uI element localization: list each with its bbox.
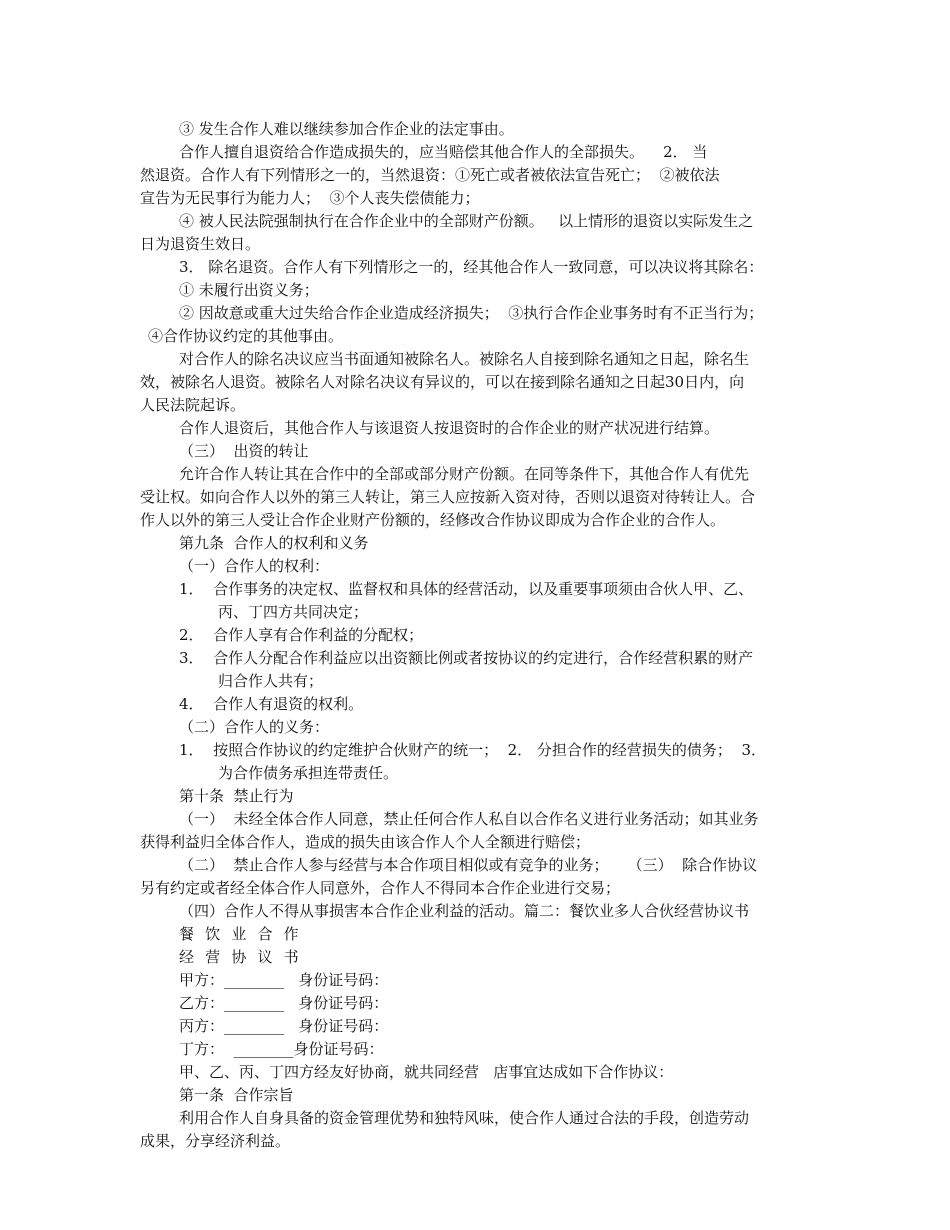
text-line: 合作人退资后，其他合作人与该退资人按退资时的合作企业的财产状况进行结算。 [179,419,720,437]
text-line: 丁方： ________身份证号码： [179,1040,384,1058]
text-line: （三） 出资的转让 [179,442,309,460]
text-line: 乙方：________ 身份证号码： [179,994,389,1012]
text-line: ④合作协议约定的其他事由。 [148,327,344,345]
text-line: 然退资。合作人有下列情形之一的，当然退资：①死亡或者被依法宣告死亡； ②被依法 [140,166,720,184]
text-line: 丙、丁四方共同决定； [218,603,369,621]
text-line: ③ 发生合作人难以继续参加合作企业的法定事由。 [179,120,514,138]
text-line: 另有约定或者经全体合作人同意外，合作人不得同本合作企业进行交易； [140,879,621,897]
text-line: （二） 禁止合作人参与经营与本合作项目相似或有竞争的业务； （三） 除合作协议 [179,856,758,874]
text-line: 经 营 协 议 书 [179,948,302,966]
text-line: 3． 除名退资。合作人有下列情形之一的，经其他合作人一致同意，可以决议将其除名： [179,258,764,276]
text-line: 4． 合作人有退资的权利。 [179,695,364,713]
text-line: 2． 合作人享有合作利益的分配权； [179,626,424,644]
text-line: 效，被除名人退资。被除名人对除名决议有异议的，可以在接到除名通知之日起30日内，向 [140,373,745,391]
text-line: 允许合作人转让其在合作中的全部或部分财产份额。在同等条件下，其他合作人有优先 [179,465,750,483]
text-line: 利用合作人自身具备的资金管理优势和独特风味，使合作人通过合法的手段，创造劳动 [179,1109,750,1127]
text-line: 第十条 禁止行为 [179,787,294,805]
text-line: ② 因故意或重大过失给合作企业造成经济损失； ③执行合作企业事务时有不正当行为； [179,304,764,322]
text-line: 3． 合作人分配合作利益应以出资额比例或者按协议的约定进行，合作经营积累的财产 [179,649,754,667]
text-line: 宣告为无民事行为能力人； ③个人丧失偿债能力； [140,189,480,207]
text-line: 甲方：________ 身份证号码： [179,971,389,989]
text-line: 人民法院起诉。 [140,396,246,414]
text-line: 日为退资生效日。 [140,235,261,253]
text-line: 获得利益归全体合作人，造成的损失由该合作人个人全额进行赔偿； [140,833,591,851]
text-line: ① 未履行出资义务； [179,281,319,299]
text-line: 第九条 合作人的权利和义务 [179,534,369,552]
text-line: （一） 未经全体合作人同意，禁止任何合作人私自以合作名义进行业务活动；如其业务 [179,810,759,828]
text-line: 第一条 合作宗旨 [179,1086,294,1104]
text-line: 对合作人的除名决议应当书面通知被除名人。被除名人自接到除名通知之日起，除名生 [179,350,750,368]
text-line: 受让权。如向合作人以外的第三人转让，第三人应按新入资对待，否则以退资对待转让人。合 [140,488,756,506]
text-line: 为合作债务承担连带责任。 [218,764,399,782]
text-line: 1． 合作事务的决定权、监督权和具体的经营活动，以及重要事项须由合伙人甲、乙、 [179,580,754,598]
text-line: 成果，分享经济利益。 [140,1132,291,1150]
text-line: 1． 按照合作协议的约定维护合伙财产的统一； 2． 分担合作的经营损失的债务； 3． [179,741,767,759]
text-line: 丙方：________ 身份证号码： [179,1017,389,1035]
text-line: 甲、乙、丙、丁四方经友好协商，就共同经营 店事宜达成如下合作协议： [179,1063,674,1081]
text-line: 归合作人共有； [218,672,324,690]
text-line: （二）合作人的义务： [179,718,330,736]
text-line: （四）合作人不得从事损害本合作企业利益的活动。篇二：餐饮业多人合伙经营协议书 [179,902,750,920]
text-line: 作人以外的第三人受让合作企业财产份额的，经修改合作协议即成为合作企业的合作人。 [140,511,726,529]
text-line: 合作人擅自退资给合作造成损失的，应当赔偿其他合作人的全部损失。 2． 当 [179,143,708,161]
text-line: ④ 被人民法院强制执行在合作企业中的全部财产份额。 以上情形的退资以实际发生之 [179,212,754,230]
text-line: （一）合作人的权利： [179,557,330,575]
text-line: 餐 饮 业 合 作 [179,925,302,943]
